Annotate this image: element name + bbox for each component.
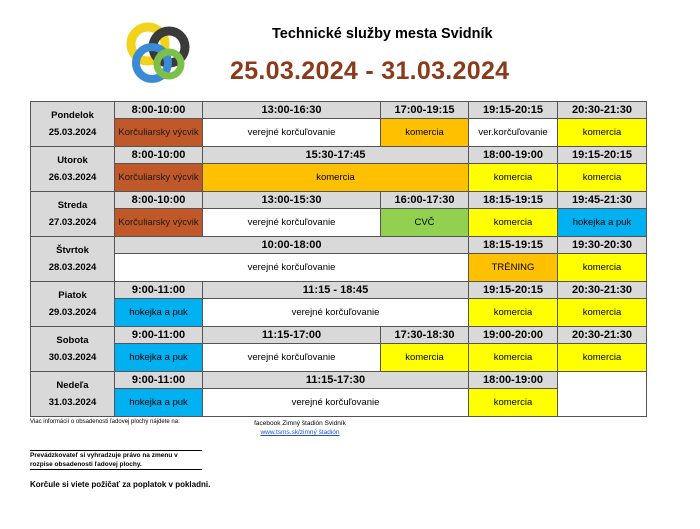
- facebook-label: facebook Zimný štadión Svidník: [254, 420, 346, 427]
- time-cell: 17:00-19:15: [381, 102, 469, 119]
- activity-cell: hokejka a puk: [558, 209, 647, 237]
- activity-cell: TRÉNING: [469, 254, 558, 282]
- activity-cell: komercia: [558, 119, 647, 147]
- time-cell: 19:15-20:15: [469, 282, 558, 299]
- table-row: [31, 299, 647, 327]
- day-cell: Sobota 30.03.2024: [31, 327, 115, 372]
- table-row: [31, 327, 647, 344]
- activity-cell: CVČ: [381, 209, 469, 237]
- skates-note: Korčule si viete požičať za poplatok v pokladni.: [30, 480, 211, 489]
- activity-cell: komercia: [558, 299, 647, 327]
- activity-cell: komercia: [469, 209, 558, 237]
- time-cell: 13:00-16:30: [203, 102, 381, 119]
- activity-cell: hokejka a puk: [115, 299, 203, 327]
- table-row: [31, 102, 647, 119]
- page-title: Technické služby mesta Svidník: [272, 26, 493, 42]
- time-cell: 20:30-21:30: [558, 282, 647, 299]
- table-row: [31, 344, 647, 372]
- table-row: [31, 389, 647, 417]
- time-cell: 17:30-18:30: [381, 327, 469, 344]
- activity-cell: komercia: [469, 299, 558, 327]
- activity-cell: komercia: [558, 164, 647, 192]
- activity-cell: verejné korčuľovanie: [203, 389, 469, 417]
- activity-cell: verejné korčuľovanie: [203, 209, 381, 237]
- time-cell: 19:45-21:30: [558, 192, 647, 209]
- table-row: [31, 254, 647, 282]
- time-cell: 8:00-10:00: [115, 147, 203, 164]
- activity-cell: verejné korčuľovanie: [203, 119, 381, 147]
- table-row: [31, 192, 647, 209]
- activity-cell: ver.korčuľovanie: [469, 119, 558, 147]
- activity-cell: komercia: [381, 119, 469, 147]
- activity-cell: komercia: [558, 254, 647, 282]
- table-row: [31, 282, 647, 299]
- time-cell: 20:30-21:30: [558, 327, 647, 344]
- activity-cell: Korčuliarsky výcvik: [115, 164, 203, 192]
- activity-cell: hokejka a puk: [115, 344, 203, 372]
- time-cell: 11:15 - 18:45: [203, 282, 469, 299]
- empty-cell: [558, 372, 647, 417]
- activity-cell: verejné korčuľovanie: [203, 344, 381, 372]
- facebook-info: [240, 419, 360, 437]
- time-cell: 11:15-17:30: [203, 372, 469, 389]
- info-note: Viac informácií o obsadenosti ľadovej plochy nájdete na:: [30, 419, 180, 425]
- day-cell: Štvrtok 28.03.2024: [31, 237, 115, 282]
- time-cell: 19:15-20:15: [469, 102, 558, 119]
- schedule-table: [30, 101, 647, 417]
- company-logo: [122, 22, 194, 84]
- table-row: [31, 372, 647, 389]
- activity-cell: Korčuliarsky výcvik: [115, 209, 203, 237]
- time-cell: 9:00-11:00: [115, 372, 203, 389]
- time-cell: 18:00-19:00: [469, 372, 558, 389]
- time-cell: 19:30-20:30: [558, 237, 647, 254]
- time-cell: 18:15-19:15: [469, 192, 558, 209]
- activity-cell: komercia: [469, 164, 558, 192]
- website-link[interactable]: www.tsms.sk/zimný štadión: [260, 429, 340, 436]
- time-cell: 18:15-19:15: [469, 237, 558, 254]
- time-cell: 15:30-17:45: [203, 147, 469, 164]
- day-cell: Pondelok 25.03.2024: [31, 102, 115, 147]
- time-cell: 11:15-17:00: [203, 327, 381, 344]
- activity-cell: hokejka a puk: [115, 389, 203, 417]
- table-row: [31, 119, 647, 147]
- time-cell: 8:00-10:00: [115, 192, 203, 209]
- time-cell: 19:00-20:00: [469, 327, 558, 344]
- time-cell: 16:00-17:30: [381, 192, 469, 209]
- table-row: [31, 237, 647, 254]
- time-cell: 18:00-19:00: [469, 147, 558, 164]
- day-cell: Piatok 29.03.2024: [31, 282, 115, 327]
- table-row: [31, 209, 647, 237]
- table-row: [31, 147, 647, 164]
- time-cell: 10:00-18:00: [115, 237, 469, 254]
- activity-cell: Korčuliarsky výcvik: [115, 119, 203, 147]
- activity-cell: komercia: [469, 344, 558, 372]
- time-cell: 19:15-20:15: [558, 147, 647, 164]
- day-cell: Nedeľa 31.03.2024: [31, 372, 115, 417]
- time-cell: 9:00-11:00: [115, 327, 203, 344]
- activity-cell: verejné korčuľovanie: [203, 299, 469, 327]
- time-cell: 8:00-10:00: [115, 102, 203, 119]
- provider-note: Prevádzkovateľ si vyhradzuje právo na zmenu v rozpise obsadenosti ľadovej plochy.: [30, 450, 202, 470]
- activity-cell: komercia: [381, 344, 469, 372]
- date-range: 25.03.2024 - 31.03.2024: [230, 57, 510, 85]
- day-cell: Utorok 26.03.2024: [31, 147, 115, 192]
- day-cell: Streda 27.03.2024: [31, 192, 115, 237]
- time-cell: 20:30-21:30: [558, 102, 647, 119]
- activity-cell: komercia: [558, 344, 647, 372]
- time-cell: 9:00-11:00: [115, 282, 203, 299]
- activity-cell: komercia: [469, 389, 558, 417]
- activity-cell: komercia: [203, 164, 469, 192]
- time-cell: 13:00-15:30: [203, 192, 381, 209]
- table-row: [31, 164, 647, 192]
- activity-cell: verejné korčuľovanie: [115, 254, 469, 282]
